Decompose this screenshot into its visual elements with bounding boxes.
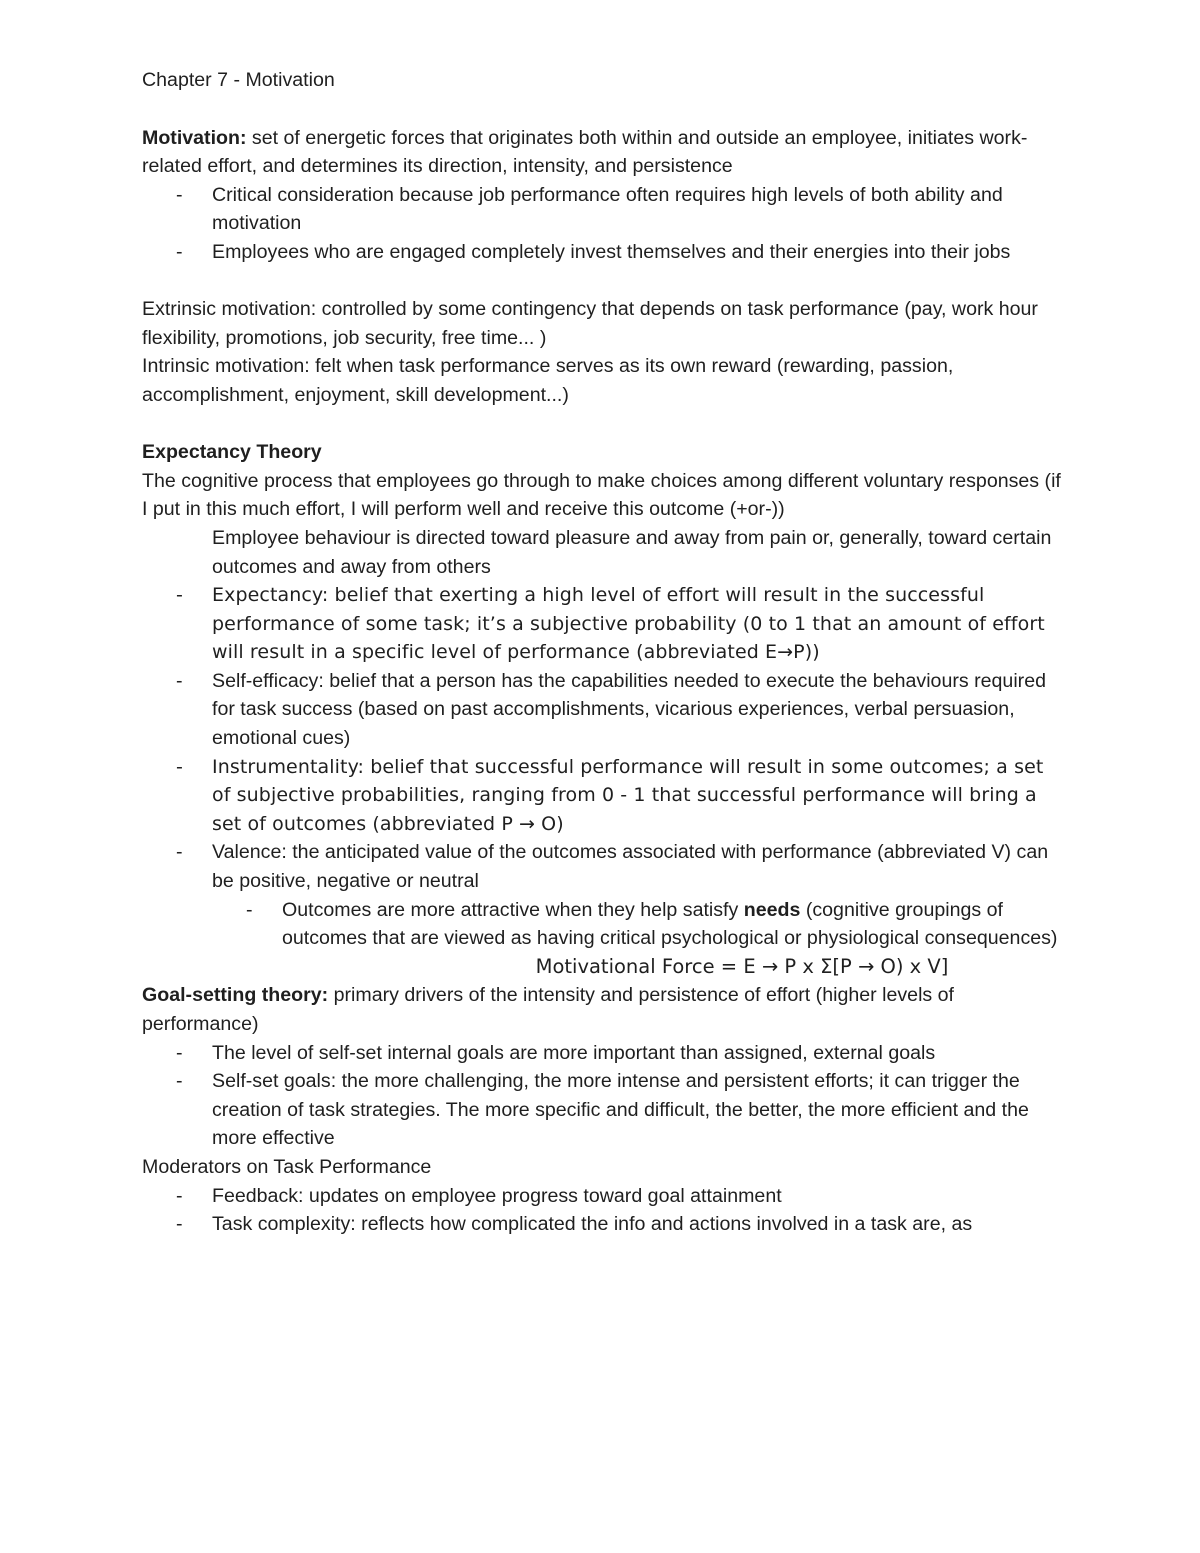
needs-post-text: (cognitive groupings of outcomes that are viewed as having critical psychological or physiological consequences)	[282, 898, 1058, 950]
list-item: - Self-efficacy: belief that a person has the capabilities needed to execute the behaviours required for task success (based on past accomplishments, vicarious experiences, verbal persuasion, emotional cues)	[142, 667, 1067, 753]
goal-setting-paragraph	[142, 981, 1067, 1038]
chapter-title: Chapter 7 - Motivation	[142, 69, 335, 91]
goal-setting-bullets	[142, 1039, 1067, 1153]
expectancy-bullets	[142, 524, 1067, 896]
moderators-heading: Moderators on Task Performance	[142, 1155, 432, 1178]
list-item: - Expectancy: belief that exerting a high level of effort will result in the successful performance of some task; it’s a subjective probability (0 to 1 that an amount of effort will result in a specific level of performance (abbreviated E→P))	[142, 581, 1067, 667]
list-item: - Critical consideration because job performance often requires high levels of both ability and motivation	[142, 181, 1067, 238]
list-item: - Task complexity: reflects how complicated the info and actions involved in a task are, as	[142, 1210, 1067, 1239]
list-item: - Self-set goals: the more challenging, the more intense and persistent efforts; it can trigger the creation of task strategies. The more specific and difficult, the better, the more efficient and the more effective	[142, 1067, 1067, 1153]
valence-subbullets	[142, 896, 1067, 953]
list-item: - Employees who are engaged completely invest themselves and their energies into their jobs	[142, 238, 1067, 267]
list-item: - Instrumentality: belief that successful performance will result in some outcomes; a set of subjective probabilities, ranging from 0 - 1 that successful performance will bring a set of outcomes (abbreviated P → O)	[142, 753, 1067, 839]
extrinsic-paragraph: Extrinsic motivation: controlled by some contingency that depends on task performance (pay, work hour flexibility, promotions, job security, free time... )	[142, 298, 1038, 349]
spacer	[142, 410, 1067, 439]
intrinsic-paragraph: Intrinsic motivation: felt when task performance serves as its own reward (rewarding, passion, accomplishment, enjoyment, skill development...)	[142, 355, 954, 406]
goal-setting-definition: primary drivers of the intensity and persistence of effort (higher levels of performance)	[142, 984, 954, 1035]
list-item: - The level of self-set internal goals are more important than assigned, external goals	[142, 1039, 1067, 1068]
needs-pre-text: Outcomes are more attractive when they help satisfy	[282, 898, 744, 921]
expectancy-intro: The cognitive process that employees go through to make choices among different voluntary responses (if I put in this much effort, I will perform well and receive this outcome (+or-))	[142, 469, 1061, 521]
document-body	[142, 66, 1067, 1239]
list-item: - Feedback: updates on employee progress toward goal attainment	[142, 1182, 1067, 1211]
moderators-bullets	[142, 1182, 1067, 1239]
motivation-term: Motivation:	[142, 126, 247, 149]
motivation-definition: set of energetic forces that originates both within and outside an employee, initiates work-related effort, and determines its direction, intensity, and persistence	[142, 126, 1028, 178]
motivation-bullets	[142, 181, 1067, 267]
list-item: - Valence: the anticipated value of the outcomes associated with performance (abbreviated V) can be positive, negative or neutral	[142, 838, 1067, 895]
motivation-paragraph	[142, 124, 1067, 181]
list-item	[142, 896, 1067, 953]
motivational-force-formula: Motivational Force = E → P x Σ[P → O) x V]	[535, 954, 949, 978]
spacer	[142, 267, 1067, 296]
list-item: Employee behaviour is directed toward pleasure and away from pain or, generally, toward certain outcomes and away from others	[212, 526, 1052, 578]
goal-setting-term: Goal-setting theory:	[142, 984, 329, 1007]
expectancy-heading: Expectancy Theory	[142, 441, 322, 464]
needs-term: needs	[743, 898, 801, 921]
